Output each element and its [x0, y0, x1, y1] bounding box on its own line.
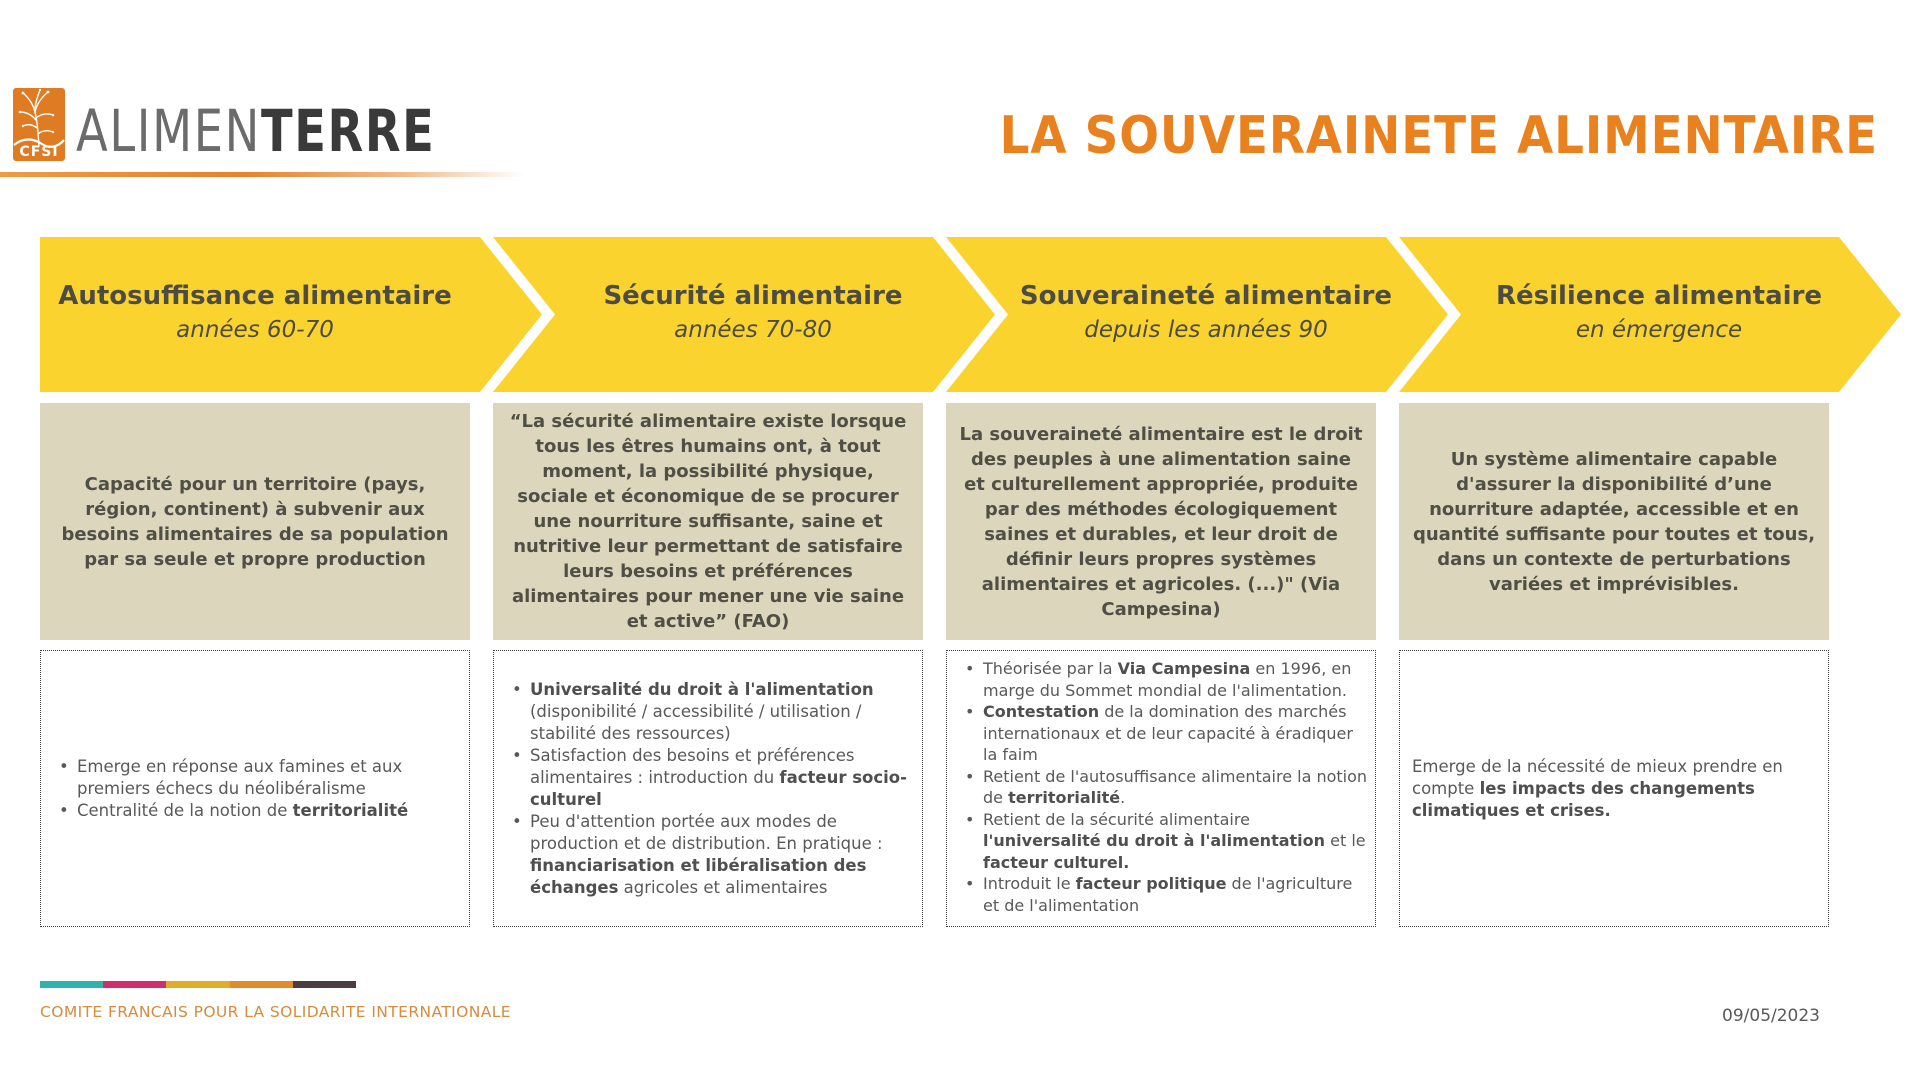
- notes-box: [946, 650, 1376, 927]
- emphasis-text: facteur politique: [1075, 874, 1227, 893]
- arrow-subtitle: années 70-80: [674, 317, 832, 343]
- notes-box: [493, 650, 923, 927]
- definition-box: [946, 403, 1376, 640]
- plain-text: Emerge en réponse aux famines et aux premiers échecs du néolibéralisme: [77, 756, 403, 798]
- definition-text: Capacité pour un territoire (pays, région, continent) à subvenir aux besoins alimentaires de sa population par sa seule et propre production: [61, 473, 449, 570]
- emphasis-text: territorialité: [1008, 788, 1121, 807]
- emphasis-text: Universalité du droit à l'alimentation: [530, 680, 874, 699]
- plain-text: Emerge de la nécessité de mieux prendre en compte: [1412, 756, 1783, 798]
- definition-box: [493, 403, 923, 640]
- stripe-segment: [103, 981, 166, 988]
- definition-text: La souveraineté alimentaire est le droit des peuples à une alimentation saine et culturellement appropriée, produite par des méthodes écologiquement saines et durables, et leur droit de définir leurs propres systèmes alimentaires et agricoles. (...)" (Via Campesina): [959, 423, 1363, 620]
- page-title: LA SOUVERAINETE ALIMENTAIRE: [999, 106, 1878, 166]
- note-bullet: [530, 811, 914, 899]
- plain-text: Satisfaction des besoins et préférences alimentaires : introduction du: [530, 746, 855, 787]
- emphasis-text: facteur culturel.: [983, 852, 1130, 872]
- plain-text: de la domination des marchés internationaux et de leur capacité à éradiquer la faim: [983, 702, 1353, 764]
- notes-list: [947, 651, 1375, 916]
- emphasis-text: l'universalité du droit à l'alimentation: [983, 831, 1326, 850]
- emphasis-text: les impacts des changements climatiques et crises.: [1412, 778, 1755, 820]
- note-bullet: [530, 745, 914, 811]
- note-bullet: [983, 809, 1371, 874]
- emphasis-text: financiarisation et libéralisation des échanges: [530, 856, 867, 897]
- arrow-title: Autosuffisance alimentaire: [58, 281, 452, 311]
- note-bullet: [77, 756, 461, 800]
- emphasis-text: territorialité: [292, 800, 409, 820]
- stripe-segment: [293, 981, 356, 988]
- plain-text: et le: [1325, 831, 1366, 850]
- org-name: COMITE FRANCAIS POUR LA SOLIDARITE INTERNATIONALE: [40, 1003, 511, 1021]
- brand-regular: ALIMEN: [76, 97, 261, 165]
- stripe-segment: [166, 981, 229, 988]
- plain-text: Retient de la sécurité alimentaire: [983, 809, 1250, 829]
- process-arrow: [40, 237, 548, 392]
- notes-list: [41, 756, 469, 822]
- note-bullet: [983, 701, 1371, 766]
- notes-box: [1399, 650, 1829, 927]
- note-bullet: [983, 658, 1371, 701]
- column-securite: [493, 0, 923, 1080]
- stripe-segment: [230, 981, 293, 988]
- plain-text: Retient de l'autosuffisance alimentaire la notion de: [983, 766, 1368, 807]
- notes-list: [494, 651, 922, 899]
- note-bullet: [77, 800, 461, 822]
- plain-text: Théorisée par la: [983, 659, 1118, 678]
- stripe-segment: [40, 981, 103, 988]
- note-bullet: [983, 873, 1371, 916]
- arrow-title: Sécurité alimentaire: [603, 281, 903, 311]
- note-bullet: [530, 679, 914, 745]
- cfsi-logo-label: CFSI: [19, 144, 59, 160]
- process-arrow: [1399, 237, 1907, 392]
- arrow-subtitle: depuis les années 90: [1084, 317, 1328, 343]
- note-bullet: [983, 766, 1371, 809]
- definition-box: [40, 403, 470, 640]
- plain-text: Introduit le: [983, 874, 1076, 893]
- process-arrow: [946, 237, 1454, 392]
- arrow-subtitle: en émergence: [1575, 317, 1743, 343]
- definition-text: Un système alimentaire capable d'assurer la disponibilité d’une nourriture adaptée, accessible et en quantité suffisante pour toutes et tous, dans un contexte de perturbations variées et imprévisibles.: [1412, 448, 1816, 595]
- process-arrow: [493, 237, 1001, 392]
- definition-text: “La sécurité alimentaire existe lorsque tous les êtres humains ont, à tout moment, la possibilité physique, sociale et économique de se procurer une nourriture suffisante, saine et nutritive leur permettant de satisfaire leurs besoins et préférences alimentaires pour mener une vie saine et active” (FAO): [509, 411, 907, 632]
- notes-box: [40, 650, 470, 927]
- column-souverainete: [946, 0, 1393, 1080]
- arrow-title: Souveraineté alimentaire: [1019, 281, 1393, 311]
- emphasis-text: Via Campesina: [1117, 659, 1251, 678]
- footer-stripe: [40, 981, 356, 988]
- arrow-title: Résilience alimentaire: [1495, 281, 1823, 311]
- plain-text: en 1996, en marge du Sommet mondial de l'alimentation.: [983, 659, 1352, 700]
- emphasis-text: facteur socio-culturel: [530, 768, 907, 809]
- notes-text: [1400, 756, 1828, 822]
- plain-text: .: [1120, 788, 1126, 807]
- emphasis-text: Contestation: [983, 702, 1100, 721]
- column-resilience: [1399, 0, 1829, 1080]
- plain-text: agricoles et alimentaires: [618, 878, 828, 897]
- plain-text: Peu d'attention portée aux modes de production et de distribution. En pratique :: [530, 812, 883, 853]
- definition-box: [1399, 403, 1829, 640]
- plain-text: Centralité de la notion de: [77, 800, 293, 820]
- plain-text: de l'agriculture et de l'alimentation: [983, 874, 1353, 915]
- slide-date: 09/05/2023: [1722, 1006, 1820, 1026]
- arrow-subtitle: années 60-70: [176, 317, 334, 343]
- brand-bold: TERRE: [260, 97, 436, 165]
- column-autosuffisance: [40, 0, 470, 1080]
- plain-text: (disponibilité / accessibilité / utilisation / stabilité des ressources): [530, 702, 862, 743]
